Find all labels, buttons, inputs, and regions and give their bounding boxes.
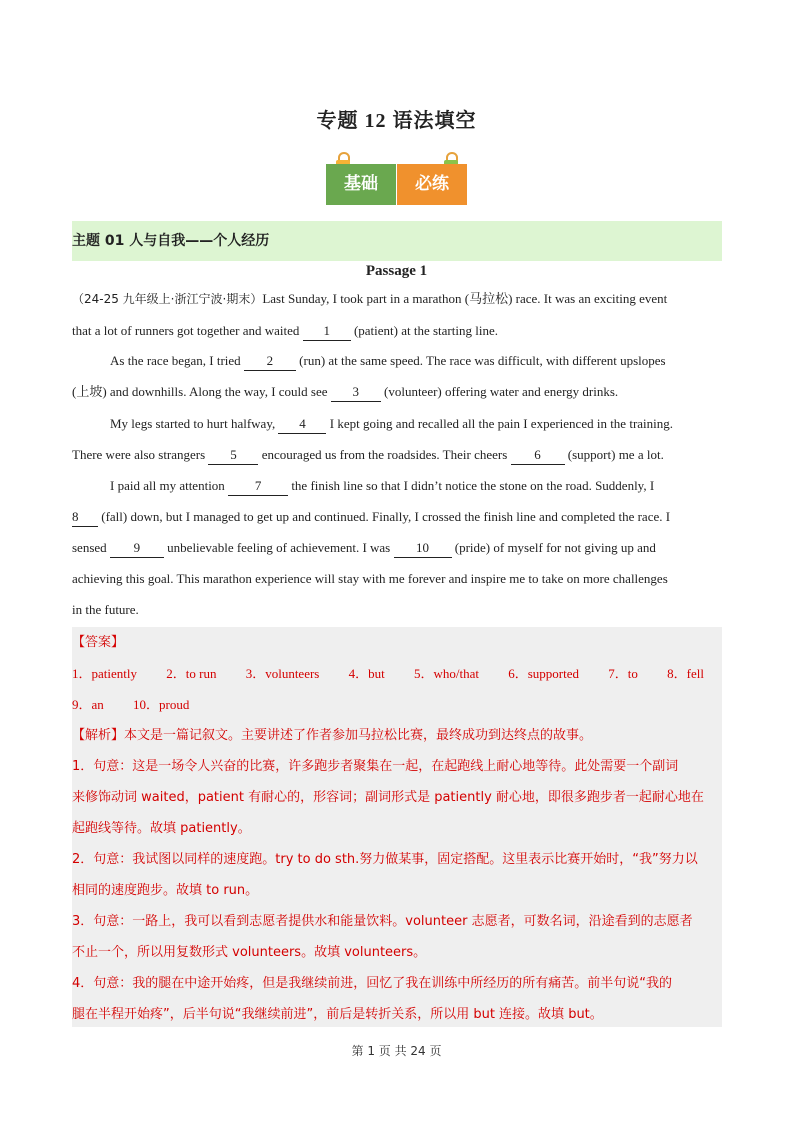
blank-10[interactable]: 10 (394, 539, 452, 558)
analysis-line: 来修饰动词 waited，patient 有耐心的，形容词；副词形式是 patiently 耐心地，即很多跑步者一起耐心地在 (72, 790, 704, 805)
badge-left-label: 基础 (326, 164, 396, 205)
answer-item: 4．but (348, 666, 385, 681)
analysis-line: 2．句意：我试图以同样的速度跑。try to do sth.努力做某事，固定搭配。这里表示比赛开始时，“我”努力以 (72, 852, 698, 867)
topic-header: 主题 01 人与自我——个人经历 (72, 221, 722, 261)
blank-4[interactable]: 4 (278, 415, 326, 434)
blank-5[interactable]: 5 (208, 446, 258, 465)
answer-item: 2．to run (166, 666, 217, 681)
answer-item: 9．an (72, 697, 104, 712)
analysis-line: 起跑线等待。故填 patiently。 (72, 821, 251, 836)
answer-item: 7．to (608, 666, 638, 681)
section-badge (326, 164, 467, 205)
blank-6[interactable]: 6 (511, 446, 565, 465)
blank-2[interactable]: 2 (244, 352, 296, 371)
analysis-line: 腿在半程开始疼”，后半句说“我继续前进”，前后是转折关系，所以用 but 连接。故填 but。 (72, 1007, 603, 1022)
passage-title: Passage 1 (365, 263, 428, 279)
analysis-line: 1．句意：这是一场令人兴奋的比赛，许多跑步者聚集在一起，在起跑线上耐心地等待。此处需要一个副词 (72, 759, 679, 774)
analysis-line: 4．句意：我的腿在中途开始疼，但是我继续前进，回忆了我在训练中所经历的所有痛苦。前半句说“我的 (72, 976, 673, 991)
answers-row-2 (72, 689, 722, 720)
answer-item: 8．fell (667, 666, 704, 681)
answer-item: 5．who/that (413, 666, 479, 681)
paragraph-3: My legs started to hurt halfway, 4 I kept going and recalled all the pain I experienced in the training. There were also strangers 5 encouraged us from the roadsides. Their cheers 6 (support) me a lot. (72, 408, 722, 470)
paragraph-1: （24-25 九年级上·浙江宁波·期末）Last Sunday, I took part in a marathon (马拉松) race. It was an exciting event that a lot of runners got together and waited 1 (patient) at the starting line. (72, 283, 722, 346)
paragraph-2: As the race began, I tried 2 (run) at the same speed. The race was difficult, with different upslopes (上坡) and downhills. Along the way, I could see 3 (volunteer) offering water and energy drinks. (72, 345, 722, 407)
badge-right-label: 必练 (397, 164, 467, 205)
blank-8[interactable]: 8 (72, 508, 98, 527)
answer-item: 1．patiently (72, 666, 137, 681)
answer-heading: 【答案】 (72, 635, 125, 650)
answer-item: 3．volunteers (245, 666, 320, 681)
page-title: 专题 12 语法填空 (316, 110, 477, 132)
answer-section (72, 627, 722, 1030)
blank-9[interactable]: 9 (110, 539, 164, 558)
page-footer: 第 1 页 共 24 页 (351, 1044, 442, 1058)
answer-item: 10．proud (133, 697, 190, 712)
analysis-line: 不止一个，所以用复数形式 volunteers。故填 volunteers。 (72, 945, 427, 960)
blank-1[interactable]: 1 (303, 322, 351, 341)
analysis-line: 3．句意：一路上，我可以看到志愿者提供水和能量饮料。volunteer 志愿者，可数名词，沿途看到的志愿者 (72, 914, 693, 929)
source-note: （24-25 九年级上·浙江宁波·期末） (72, 292, 263, 306)
paragraph-4: I paid all my attention 7 the finish line so that I didn’t notice the stone on the road. Suddenly, I 8 (fall) down, but I managed to get up and continued. Finally, I crossed the finish line and completed the race. I sensed 9 unbelievable feeling of achievement. I was 10 (pride) of myself for not giving up and achieving this goal. This marathon experience will stay with me forever and inspire me to take on more challenges in the future. (72, 478, 671, 617)
answer-item: 6．supported (508, 666, 580, 681)
analysis-line: 【解析】本文是一篇记叙文。主要讲述了作者参加马拉松比赛，最终成功到达终点的故事。 (72, 728, 593, 743)
analysis-line: 相同的速度跑步。故填 to run。 (72, 883, 259, 898)
answers-row-1 (72, 658, 722, 689)
blank-7[interactable]: 7 (228, 477, 288, 496)
blank-3[interactable]: 3 (331, 383, 381, 402)
